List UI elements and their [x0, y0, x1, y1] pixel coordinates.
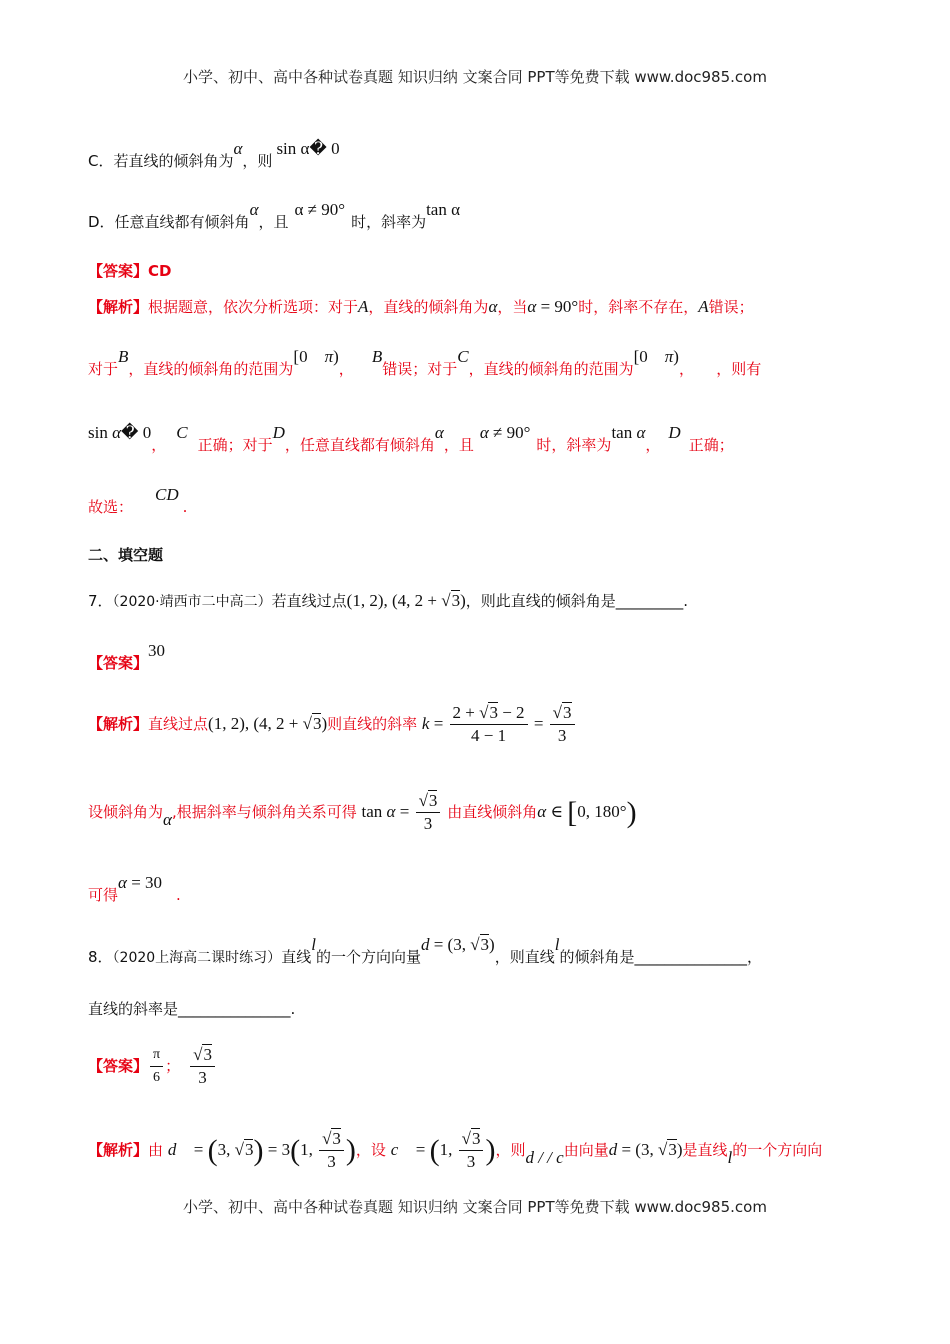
answer-8: 【答案】 $\frac{\pi}{6}$ ； $\frac{√3}{3}$	[88, 1044, 217, 1089]
question-8-line2: 直线的斜率是_______________.	[88, 1000, 296, 1018]
section-title: 二、填空题	[88, 546, 164, 564]
answer-7: 【答案】30	[88, 641, 166, 672]
analysis-8: 【解析】由 d⃗ = (3, √3) = 3(1, $\frac{√3}{3}$ )，设 c⃗ = (1, $\frac{√3}{3}$ )，则d / / c由向量d = (3, √3)是直线l的一个方向向	[88, 1129, 823, 1171]
question-8-line1: 8．（2020上海高二课时练习）直线l的一个方向向量d = (3, √3)，则直线l的倾斜角是_______________，	[88, 935, 762, 966]
analysis-7-line1: 【解析】直线过点(1, 2), (4, 2 + √3)则直线的斜率 k = $\frac{2 + √3 - 2}{4 - 1}$ = $\frac{√3}{3}$	[88, 702, 577, 747]
page-header: 小学、初中、高中各种试卷真题 知识归纳 文案合同 PPT等免费下载 www.doc985.com	[183, 68, 767, 86]
analysis-6-line4: 故选：CD.	[88, 485, 188, 516]
page-footer: 小学、初中、高中各种试卷真题 知识归纳 文案合同 PPT等免费下载 www.doc985.com	[183, 1198, 767, 1216]
answer-6: 【答案】CD	[88, 262, 172, 280]
analysis-7-line2: 设倾斜角为α,根据斜率与倾斜角关系可得 tan α = $\frac{√3}{3}$ 由直线倾斜角α ∈ [0, 180°)	[88, 791, 637, 833]
analysis-6-line2: 对于B，直线的倾斜角的范围为[0 π)，B错误；对于C，直线的倾斜角的范围为[0 π)， ，则有	[88, 347, 762, 378]
question-7: 7．（2020·靖西市二中高二）若直线过点(1, 2), (4, 2 + √3)，则此直线的倾斜角是_________.	[88, 591, 689, 610]
analysis-7-line3: 可得α = 30.	[88, 873, 181, 904]
option-d: D．任意直线都有倾斜角α，且α ≠ 90°时，斜率为tan α	[88, 200, 461, 231]
analysis-6-line3: sin α� 0，C正确；对于D，任意直线都有倾斜角α，且α ≠ 90°时，斜率为tan α，D正确；	[88, 423, 734, 454]
analysis-6-line1: 【解析】根据题意，依次分析选项：对于A，直线的倾斜角为α，当α = 90°时，斜率不存在，A错误；	[88, 297, 754, 316]
option-c: C．若直线的倾斜角为α，则sin α� 0	[88, 139, 340, 170]
